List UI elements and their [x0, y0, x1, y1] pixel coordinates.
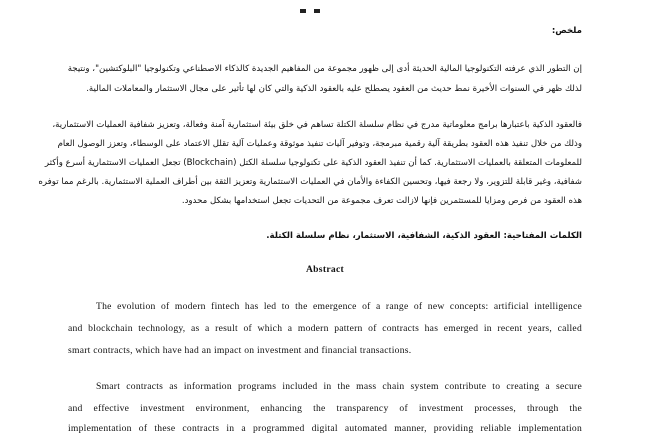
body-line: هذه العقود من فرص ومزايا للمستثمرين فإنها لازالت تعرف مجموعة من التحديات تجعل استخدامها بشكل محدود.	[181, 196, 582, 206]
body-line: وذلك من خلال تنفيذ هذه العقود بطريقة آلية رقمية مبرمجة، وتوفير آليات تنفيذ موثوقة وعمليات آلية تقلل الاعتماد على الوسطاء، وتعزز الوصول العام	[57, 139, 582, 149]
abstract-line: smart contracts, which have had an impact on investment and financial transactions.	[68, 345, 412, 356]
summary-heading: ملخص:	[551, 26, 582, 36]
abstract-line: The evolution of modern fintech has led to the emergence of a range of new concepts: artificial intelligence	[96, 301, 582, 312]
body-line: للمعلومات المتعلقة بالعمليات الاستثمارية. كما أن تنفيذ العقود الذكية على تكنولوجيا سلسلة الكتل (Blockchain) تجعل العمليات الاستثمارية أسرع وأكثر	[44, 158, 582, 168]
abstract-line: and effective investment environment, enhancing the transparency of investment processes, through the	[68, 403, 582, 414]
body-line: فالعقود الذكية باعتبارها برامج معلوماتية مدرج في نظام سلسلة الكتلة تساهم في خلق بيئة استثمارية آمنة وفعالة، وتعزيز شفافية العمليات الاستثمارية،	[52, 120, 582, 130]
body-line: شفافية، وغير قابلة للتزوير، ولا رجعة فيها، وتحسين الكفاءة والأمان في العمليات الاستثمارية وتعزيز الثقة بين أطراف العملية الاستثمارية. بالرغم مما توفره	[38, 177, 582, 187]
abstract-title: Abstract	[305, 264, 345, 275]
summary-line: لذلك ظهر في السنوات الأخيرة نمط حديث من العقود يصطلح عليه بالعقود الذكية والتي كان لها تأثير على مجال الاستثمار والمعاملات المالية.	[86, 84, 582, 94]
keywords-line: الكلمات المفتاحية: العقود الذكية، الشفافية، الاستثمار، نظام سلسلة الكتلة.	[266, 231, 582, 241]
summary-line: إن التطور الذي عرفته التكنولوجيا المالية الحديثة أدى إلى ظهور مجموعة من المفاهيم الجديدة كالذكاء الاصطناعي وتكنولوجيا "البلوكتشين"، ونتيجة	[67, 64, 582, 74]
abstract-line: implementation of these contracts in a programmed digital automated manner, providing reliable implementation	[68, 423, 582, 434]
header-fragment	[300, 0, 340, 6]
abstract-line: and blockchain technology, as a result of which a modern pattern of contracts has emerged in recent years, called	[68, 323, 582, 334]
abstract-line: Smart contracts as information programs included in the mass chain system contribute to creating a secure	[96, 381, 582, 392]
